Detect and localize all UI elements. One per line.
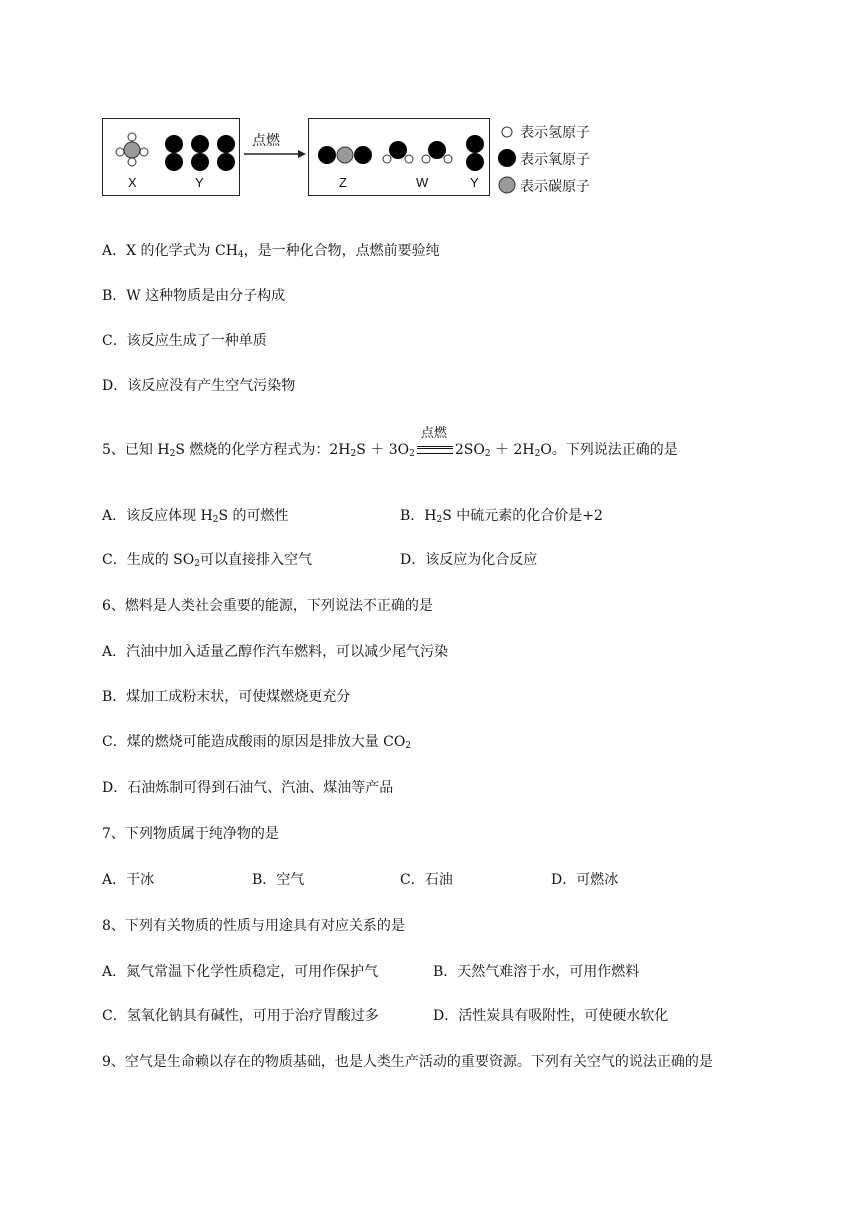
q5-option-c: C．生成的 $SO_2$可以直接排入空气 (102, 552, 312, 569)
q7-stem: 7、下列物质属于纯净物的是 (102, 826, 279, 842)
q6-option-a: A．汽油中加入适量乙醇作汽车燃料，可以减少尾气污染 (102, 644, 449, 660)
legend-carbon: 表示碳原子 (520, 179, 590, 195)
q4-option-d: D．该反应没有产生空气污染物 (102, 378, 296, 394)
arrow-label: 点燃 (252, 133, 280, 149)
q7-option-a: A．干冰 (102, 872, 155, 888)
q8-option-b: B．天然气难溶于水，可用作燃料 (433, 964, 640, 980)
reaction-arrow-icon (244, 150, 306, 158)
legend-hydrogen: 表示氢原子 (520, 125, 590, 141)
label-x: X (128, 175, 137, 190)
oxygen-molecules-icon (165, 135, 235, 171)
legend-oxygen: 表示氧原子 (520, 152, 590, 168)
reaction-condition: 点燃 (415, 440, 455, 460)
q8-option-a: A．氮气常温下化学性质稳定，可用作保护气 (102, 964, 379, 980)
q5-option-b: B．$H_2S$ 中硫元素的化合价是+2 (400, 508, 603, 525)
q9-stem: 9、空气是生命赖以存在的物质基础，也是人类生产活动的重要资源。下列有关空气的说法正确的是 (102, 1054, 713, 1070)
equals-sign-icon (417, 446, 453, 454)
water-molecules-icon (383, 141, 452, 163)
q5-option-a: A．该反应体现 $H_2S$ 的可燃性 (102, 508, 289, 525)
q6-option-d: D．石油炼制可得到石油气、汽油、煤油等产品 (102, 780, 394, 796)
reaction-diagram (102, 118, 622, 202)
q6-stem: 6、燃料是人类社会重要的能源，下列说法不正确的是 (102, 598, 433, 614)
q7-option-c: C．石油 (400, 872, 453, 888)
label-w: W (416, 175, 429, 190)
carbon-atom-icon (499, 177, 515, 193)
hydrogen-atom-icon (502, 127, 512, 137)
methane-molecule-icon (116, 133, 148, 166)
label-y-left: Y (195, 175, 204, 190)
q5-stem: 5、已知 $H_2S$ 燃烧的化学方程式为：$2H_2S + 3O_2$ 点燃 $2SO_2 + 2H_2O$。下列说法正确的是 (102, 426, 678, 459)
q7-option-d: D．可燃冰 (551, 872, 619, 888)
q7-option-b: B．空气 (252, 872, 305, 888)
leftover-oxygen-molecule-icon (466, 135, 484, 171)
q4-option-c: C．该反应生成了一种单质 (102, 333, 267, 349)
q6-option-b: B．煤加工成粉末状，可使煤燃烧更充分 (102, 689, 351, 705)
oxygen-atom-icon (498, 149, 516, 167)
q4-option-a: A．X 的化学式为 $CH_4$，是一种化合物，点燃前要验纯 (102, 243, 440, 260)
label-y-right: Y (470, 175, 479, 190)
q8-stem: 8、下列有关物质的性质与用途具有对应关系的是 (102, 918, 405, 934)
q5-option-d: D．该反应为化合反应 (400, 552, 538, 568)
q6-option-c: C．煤的燃烧可能造成酸雨的原因是排放大量 $CO_2$ (102, 734, 412, 751)
carbon-dioxide-molecule-icon (318, 146, 372, 164)
q8-option-d: D．活性炭具有吸附性，可使硬水软化 (433, 1008, 669, 1024)
q4-option-b: B．W 这种物质是由分子构成 (102, 288, 286, 304)
label-z: Z (339, 175, 347, 190)
q8-option-c: C．氢氧化钠具有碱性，可用于治疗胃酸过多 (102, 1008, 379, 1024)
